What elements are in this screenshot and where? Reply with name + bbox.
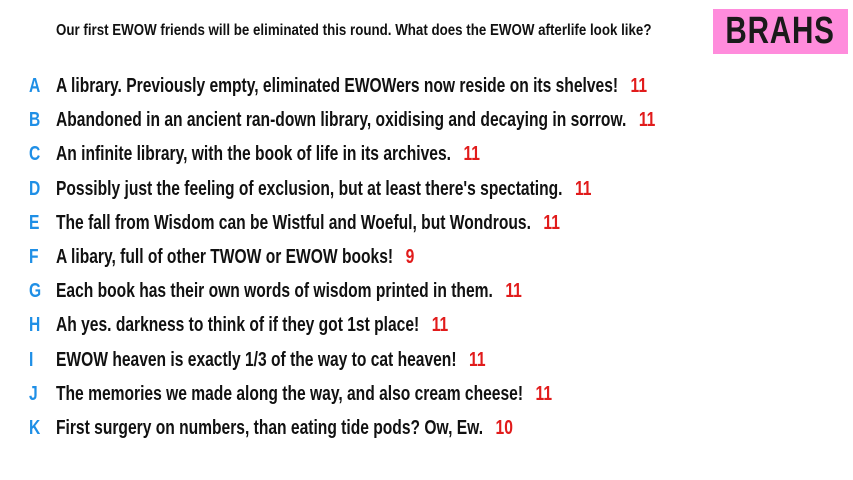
response-text: Ah yes. darkness to think of if they got 1st place! [56, 314, 420, 337]
response-text: Each book has their own words of wisdom printed in them. [56, 280, 493, 303]
response-row [0, 173, 853, 207]
response-text: A library. Previously empty, eliminated EWOWers now reside on its shelves! [56, 75, 619, 97]
response-letter: G [29, 280, 42, 303]
response-letter: B [29, 109, 41, 132]
response-text: Abandoned in an ancient ran-down library, oxidising and decaying in sorrow. [56, 109, 627, 132]
response-word-count: 11 [638, 109, 656, 132]
response-letter: C [29, 143, 41, 166]
response-row [0, 241, 853, 275]
prompt-text: Our first EWOW friends will be eliminated this round. What does the EWOW afterlife look like? [56, 22, 652, 39]
response-letter: H [29, 314, 41, 337]
response-row [0, 70, 853, 104]
response-letter: F [29, 246, 39, 268]
response-word-count: 11 [463, 143, 480, 166]
response-word-count: 11 [535, 382, 553, 405]
response-word-count: 11 [543, 211, 560, 234]
response-row [0, 138, 853, 172]
response-letter: J [29, 382, 38, 405]
team-badge [713, 9, 848, 54]
response-row [0, 275, 853, 309]
response-letter: I [29, 348, 34, 371]
response-text: A libary, full of other TWOW or EWOW books! [56, 246, 394, 268]
response-word-count: 11 [469, 348, 486, 371]
response-row [0, 344, 853, 378]
response-row [0, 309, 853, 343]
response-word-count: 11 [630, 75, 648, 97]
response-text: The fall from Wisdom can be Wistful and Woeful, but Wondrous. [56, 211, 531, 234]
response-text: First surgery on numbers, than eating tide pods? Ow, Ew. [56, 417, 484, 439]
response-row [0, 104, 853, 138]
response-word-count: 11 [431, 314, 449, 337]
response-letter: D [29, 177, 41, 200]
response-row [0, 412, 853, 446]
response-letter: E [29, 211, 40, 234]
response-text: The memories we made along the way, and also cream cheese! [56, 382, 524, 405]
response-word-count: 11 [505, 280, 522, 303]
response-row [0, 207, 853, 241]
response-text: An infinite library, with the book of life in its archives. [56, 143, 451, 166]
response-letter: K [29, 417, 41, 439]
response-text: EWOW heaven is exactly 1/3 of the way to cat heaven! [56, 348, 457, 371]
response-word-count: 11 [574, 177, 592, 200]
response-word-count: 9 [405, 246, 415, 268]
response-letter: A [29, 75, 41, 97]
response-text: Possibly just the feeling of exclusion, but at least there's spectating. [56, 177, 563, 200]
response-word-count: 10 [495, 417, 513, 439]
team-name: BRAHS [725, 10, 836, 52]
response-row [0, 378, 853, 412]
